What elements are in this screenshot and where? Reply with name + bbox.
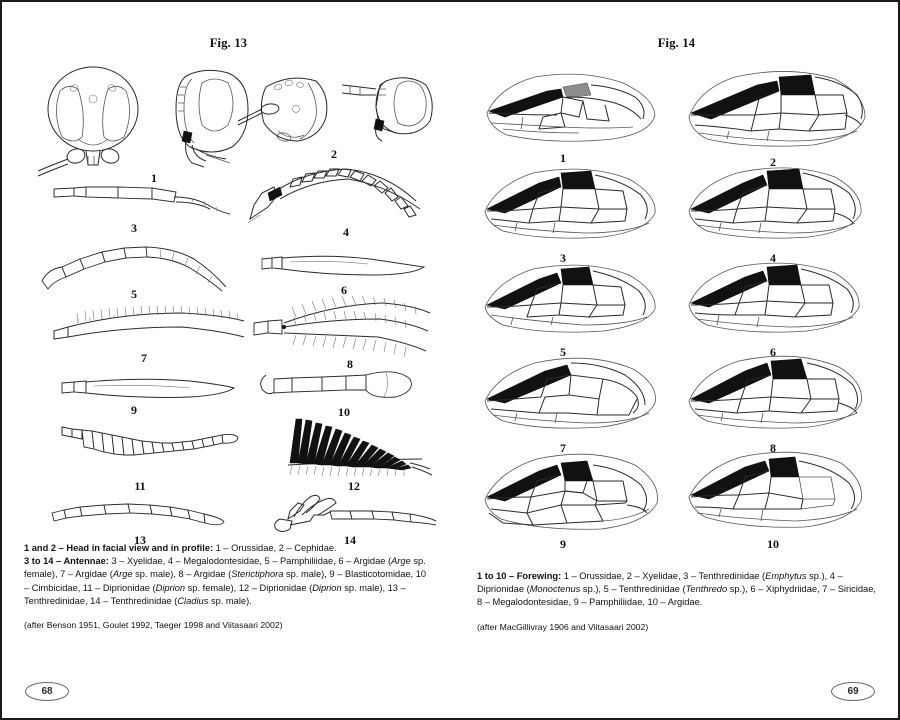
caption-lead-forewing: 1 to 10 – Forewing:	[476, 571, 562, 581]
caption-italic-diprion-2: Diprion	[312, 582, 342, 593]
caption-line-antennae	[24, 555, 433, 608]
figure-item-number-w1: 1	[559, 151, 566, 165]
left-page-number: 68	[41, 686, 53, 697]
caption-italic-diprion-1: Diprion	[155, 582, 186, 593]
caption-wing-part-3: sp.), 5 – Tenthredinidae (	[580, 584, 686, 595]
figure-item-number-3: 3	[131, 221, 137, 235]
figure-item-antenna-blasticotomidae	[60, 375, 238, 401]
figure-item-antenna-megalodontesidae	[246, 163, 426, 225]
figure-item-number-11: 11	[134, 479, 146, 493]
figure-item-forewing-siricidae	[483, 351, 665, 433]
figure-item-number-w10: 10	[766, 537, 779, 551]
left-page	[2, 2, 455, 718]
caption-italic-arge-1: Arge	[391, 556, 411, 567]
right-page-number: 69	[847, 686, 859, 697]
caption-italic-cladius: Cladius	[177, 595, 209, 606]
figure-item-forewing-tenthredinidae-emphytus	[483, 163, 663, 243]
figure-item-antenna-cimbicidae	[260, 367, 420, 407]
figure-item-number-12: 12	[348, 479, 360, 493]
caption-lead-heads: 1 and 2 – Head in facial view and in profile:	[24, 543, 214, 553]
left-caption-source: (after Benson 1951, Goulet 1992, Taeger 1998 and Viitasaari 2002)	[24, 619, 283, 630]
caption-rest-heads: 1 – Orussidae, 2 – Cephidae.	[213, 543, 337, 553]
figure-item-number-4: 4	[343, 225, 349, 239]
figure-item-number-w6: 6	[769, 345, 776, 359]
figure-item-head-orussidae-facial	[38, 61, 148, 169]
figure-item-antenna-diprionidae-male	[282, 417, 432, 477]
figure-item-number-14: 14	[344, 533, 356, 547]
figure-item-number-w2: 2	[769, 155, 776, 169]
caption-italic-arge-2: Arge	[112, 569, 133, 580]
left-figure-title: Fig. 13	[209, 36, 248, 50]
figure-item-head-cephidae-facial	[256, 69, 334, 149]
figure-item-number-6: 6	[341, 283, 347, 297]
caption-italic-tenthredo: Tenthredo	[685, 584, 728, 595]
left-figure-caption	[24, 542, 433, 631]
caption-line-forewing	[477, 570, 876, 610]
figure-item-number-w3: 3	[559, 251, 566, 265]
figure-item-antenna-argidae-sterictiphora-male	[252, 295, 434, 359]
caption-part-7: sp. male).	[208, 595, 252, 606]
left-page-folio	[24, 681, 70, 702]
caption-italic-monoctenus: Monoctenus	[529, 584, 581, 595]
caption-italic-sterictiphora: Sterictiphora	[231, 569, 284, 580]
caption-rest-antennae: 3 – Xyelidae, 4 – Megalodontesidae, 5 – Pamphiliidae, 6 – Argidae (	[108, 556, 392, 567]
caption-part-2: sp. female), 7 – Argidae (	[24, 556, 426, 580]
left-figure-plate	[24, 55, 433, 547]
figure-item-number-w9: 9	[559, 537, 566, 551]
right-page-folio	[830, 681, 876, 702]
figure-item-antenna-argidae-arge-female	[260, 249, 428, 281]
figure-item-forewing-argidae	[685, 445, 871, 531]
figure-item-forewing-diprionidae-monoctenus	[685, 161, 869, 243]
caption-wing-part-2: sp.), 4 – Diprionidae (	[476, 571, 843, 595]
caption-part-6: sp. male), 13 – Tenthredinidae, 14 – Tenthredinidae (	[24, 582, 406, 606]
figure-item-antenna-pamphiliidae	[40, 235, 240, 291]
figure-item-number-w4: 4	[769, 251, 776, 265]
caption-rest-forewing: 1 – Orussidae, 2 – Xyelidae, 3 – Tenthredinidae (	[561, 571, 766, 581]
spread-container	[2, 2, 898, 718]
caption-wing-part-4: sp.), 6 – Xiphydriidae, 7 – Siricidae, 8 – Megalodontesidae, 9 – Pamphiliidae, 10 – Argidae.	[476, 584, 876, 608]
figure-item-number-w5: 5	[559, 345, 566, 359]
figure-item-antenna-argidae-arge-male	[52, 305, 248, 351]
figure-item-number-9: 9	[131, 403, 137, 417]
figure-item-antenna-tenthredinidae	[50, 501, 236, 529]
figure-item-head-cephidae-profile	[356, 65, 438, 141]
figure-item-forewing-orussidae	[483, 67, 661, 147]
figure-item-forewing-xyelidae	[685, 65, 871, 151]
figure-item-number-1: 1	[151, 171, 157, 185]
caption-lead-antennae: 3 to 14 – Antennae:	[24, 556, 109, 567]
caption-part-5: sp. female), 12 – Diprionidae (	[185, 582, 313, 593]
figure-item-number-7: 7	[141, 351, 147, 365]
right-figure-title: Fig. 14	[657, 36, 696, 50]
figure-item-number-w8: 8	[769, 441, 776, 455]
right-caption-source: (after MacGillivray 1906 and Viitasaari 2002)	[476, 621, 649, 632]
figure-item-forewing-xiphydriidae	[685, 257, 867, 337]
caption-part-4: sp. male), 9 – Blasticotomidae, 10 – Cimbicidae, 11 – Diprionidae (	[24, 569, 427, 593]
figure-item-head-orussidae-profile	[172, 63, 258, 167]
right-page	[455, 2, 898, 718]
caption-line-heads	[24, 542, 433, 555]
figure-item-antenna-xyelidae	[52, 175, 242, 215]
caption-italic-emphytus: Emphytus	[765, 571, 807, 581]
figure-item-forewing-tenthredinidae-tenthredo	[483, 259, 663, 337]
figure-item-forewing-pamphiliidae	[483, 447, 667, 533]
caption-part-3: sp. male), 8 – Argidae (	[132, 569, 232, 580]
figure-item-number-10: 10	[338, 405, 350, 419]
figure-item-number-5: 5	[131, 287, 137, 301]
figure-item-antenna-diprionidae-female	[60, 423, 246, 469]
right-figure-caption	[477, 570, 876, 633]
figure-item-number-13: 13	[134, 533, 146, 547]
figure-item-number-8: 8	[347, 357, 353, 371]
figure-item-number-w7: 7	[559, 441, 566, 455]
figure-item-number-2: 2	[331, 147, 337, 161]
figure-item-antenna-tenthredinidae-cladius-male	[274, 493, 438, 535]
right-figure-plate	[477, 59, 876, 551]
figure-item-forewing-megalodontesidae	[685, 349, 871, 433]
